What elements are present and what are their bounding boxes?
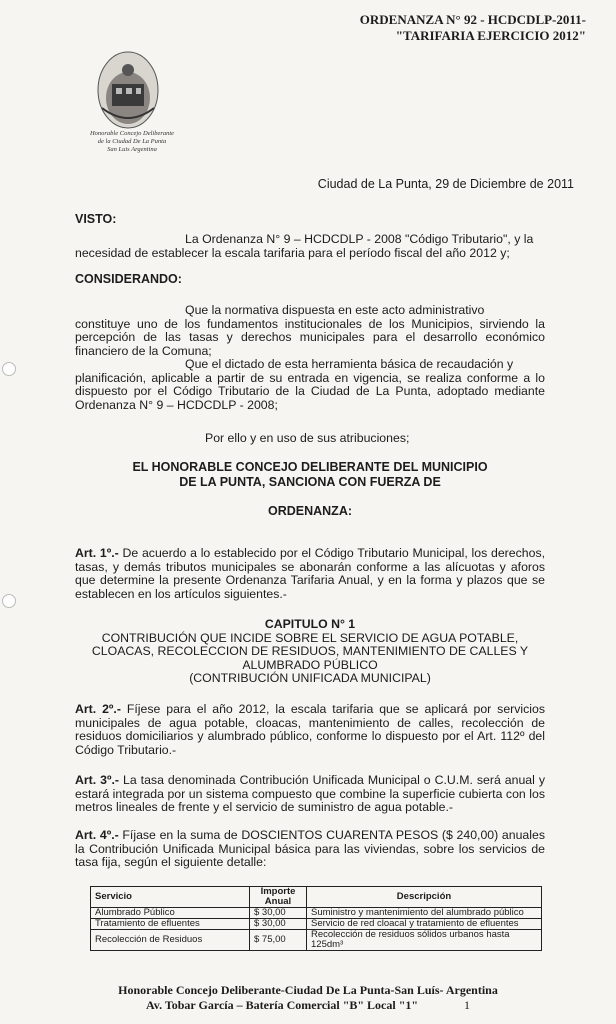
council-seal-icon [92,48,164,130]
table-row: Tratamiento de efluentes $ 30,00 Servicio de red cloacal y tratamiento de efluentes [91,919,542,930]
sanciona-block: EL HONORABLE CONCEJO DELIBERANTE DEL MUNICIPIO DE LA PUNTA, SANCIONA CON FUERZA DE [132,460,488,489]
ordinance-number: ORDENANZA N° 92 - HCDCDLP-2011- [359,12,586,27]
article-2: Art. 2º.- Fíjese para el año 2012, la escala tarifaria que se aplicará por servicios municipales de agua potable, cloacas, mantenimiento de calles, recolección de residuos domiciliarios y alumbrado público, conforme lo dispuesto por el Art. 112º del Código Tributario.- [75,702,545,757]
page-number: 1 [464,998,471,1012]
punch-hole [2,362,16,376]
considerando-heading: CONSIDERANDO: [75,272,182,286]
document-header [360,12,586,44]
por-ello: Por ello y en uso de sus atribuciones; [205,431,410,445]
table-header-row [91,887,542,908]
seal-caption: Honorable Concejo Deliberante de la Ciudad De La Punta San Luis Argentina [89,130,175,153]
article-4: Art. 4º.- Fíjase en la suma de DOSCIENTOS CUARENTA PESOS ($ 240,00) anuales la Contribución Unificada Municipal básica para las viviendas, sobre los servicios de tasa fija, según el siguiente detalle: [75,828,545,869]
column-header-servicio: Servicio [91,887,250,908]
column-header-importe: Importe Anual [250,887,307,908]
punch-hole [2,594,16,608]
column-header-descripcion: Descripción [307,887,542,908]
tariff-table [90,886,542,951]
footer-address-2: Av. Tobar García – Batería Comercial "B" Local "1" 1 [145,998,471,1012]
ordinance-title: "TARIFARIA EJERCICIO 2012" [395,28,586,43]
visto-heading: VISTO: [75,212,117,226]
article-1: Art. 1º.- De acuerdo a lo establecido por el Código Tributario Municipal, los derechos, tasas, y demás tributos municipales se abonarán conforme a las alícuotas y aforos que determine la presente Ordenanza Tarifaria Anual, y en la forma y plazos que se establecen en los artículos siguientes.- [75,546,546,601]
document-footer [0,983,616,1013]
footer-address-1: Honorable Concejo Deliberante-Ciudad De La Punta-San Luís- Argentina [118,983,498,997]
visto-text: La Ordenanza N° 9 – HCDCDLP - 2008 "Código Tributario", y la necesidad de establecer la escala tarifaria para el período fiscal del año 2012 y; [75,232,534,260]
table-row: Recolección de Residuos $ 75,00 Recolección de residuos sólidos urbanos hasta 125dm³ [91,930,542,951]
document-date: Ciudad de La Punta, 29 de Diciembre de 2011 [317,177,574,191]
table-row: Alumbrado Público $ 30,00 Suministro y mantenimiento del alumbrado público [91,908,542,919]
ordenanza-heading: ORDENANZA: [267,504,353,518]
considerando-p1: Que la normativa dispuesta en este acto administrativo constituye uno de los fundamentos institucionales de los Municipios, sirviendo la percepción de las tasas y derechos municipales para el desarrollo económico financiero de la Comuna; [75,303,545,358]
considerando-p2: Que el dictado de esta herramienta básica de recaudación y planificación, aplicable a partir de su entrada en vigencia, se realiza conforme a lo dispuesto por el Código Tributario de la Ciudad de La Punta, adoptado mediante Ordenanza N° 9 – HCDCDLP - 2008; [75,357,545,412]
chapter-1: CAPITULO N° 1 CONTRIBUCIÓN QUE INCIDE SOBRE EL SERVICIO DE AGUA POTABLE, CLOACAS, RECOLECCION DE RESIDUOS, MANTENIMIENTO DE CALLES Y ALUMBRADO PÚBLICO (CONTRIBUCIÓN UNIFICADA MUNICIPAL) [91,617,529,685]
article-3: Art. 3º.- La tasa denominada Contribución Unificada Municipal o C.U.M. será anual y estará integrada por un sistema compuesto que combine la superficie cubierta con los metros lineales de frente y el servicio de suministro de agua potable.- [75,773,546,814]
